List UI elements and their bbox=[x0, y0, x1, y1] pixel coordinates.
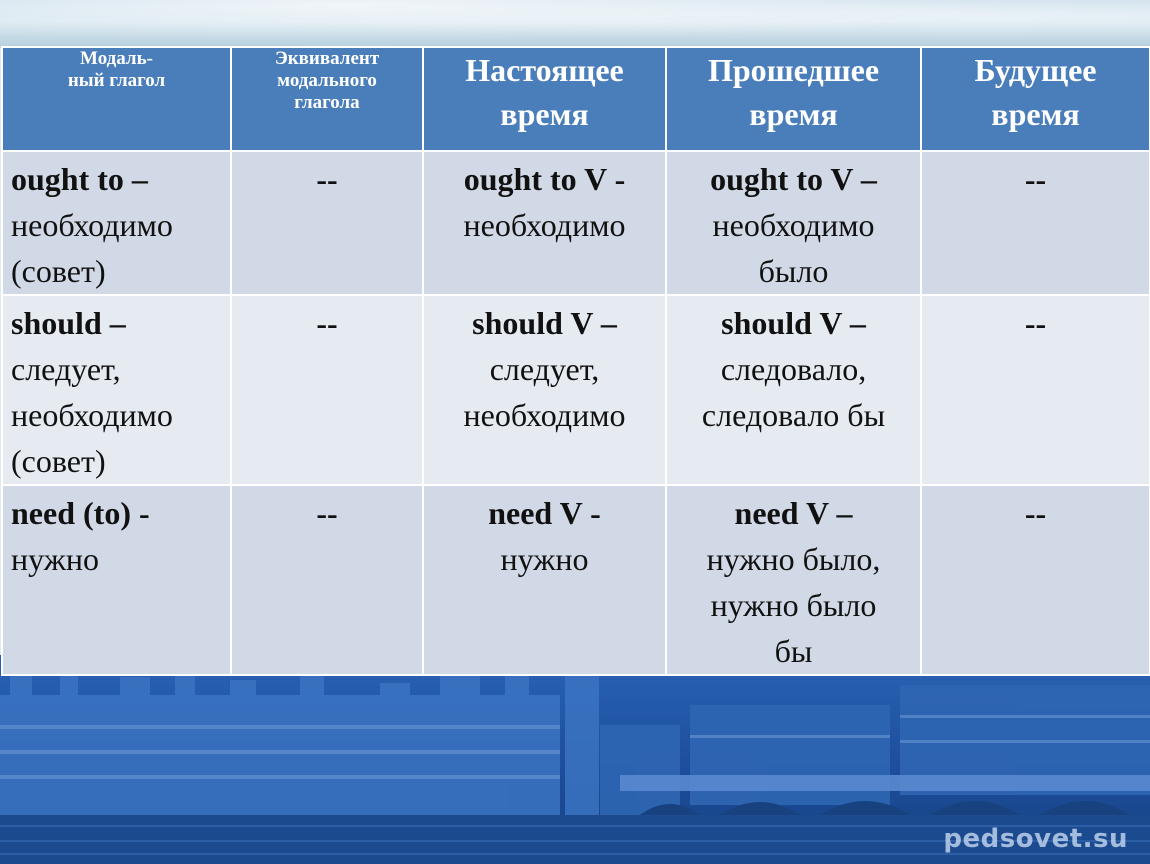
header-text: Настоящее bbox=[465, 52, 624, 88]
equivalent-cell: -- bbox=[231, 485, 423, 675]
header-text: Эквивалент bbox=[274, 48, 380, 69]
translation-line: необходимо bbox=[11, 207, 173, 243]
translation-line: нужно bbox=[500, 541, 589, 577]
translation-line: было bbox=[758, 253, 829, 289]
equivalent-cell: -- bbox=[231, 151, 423, 295]
modal-verb-cell bbox=[2, 295, 231, 485]
future-cell: -- bbox=[921, 295, 1150, 485]
modal-verbs-table bbox=[1, 46, 1150, 676]
future-cell: -- bbox=[921, 151, 1150, 295]
past-form: ought to V – bbox=[710, 161, 877, 197]
present-form: ought to V - bbox=[463, 161, 626, 197]
table-row bbox=[2, 295, 1150, 485]
header-text: глагола bbox=[294, 92, 360, 113]
translation-line: необходимо bbox=[712, 207, 875, 243]
translation-line: нужно было bbox=[710, 587, 877, 623]
translation-line: (совет) bbox=[11, 253, 106, 289]
translation-line: следует, bbox=[11, 351, 121, 387]
translation-line: нужно было, bbox=[706, 541, 881, 577]
modal-verb: ought to bbox=[11, 161, 124, 197]
site-watermark: pedsovet.su bbox=[943, 824, 1128, 854]
modal-verb: should bbox=[11, 305, 102, 341]
past-cell bbox=[666, 485, 921, 675]
header-past bbox=[666, 47, 921, 151]
table-row bbox=[2, 485, 1150, 675]
header-text: модального bbox=[277, 70, 377, 91]
translation-line: необходимо bbox=[11, 397, 173, 433]
header-text: Модаль- bbox=[80, 48, 153, 69]
present-cell bbox=[423, 151, 666, 295]
header-present bbox=[423, 47, 666, 151]
translation-line: нужно bbox=[11, 541, 99, 577]
translation-line: следовало, bbox=[720, 351, 867, 387]
header-text: Будущее bbox=[974, 52, 1097, 88]
modal-verb-cell bbox=[2, 151, 231, 295]
modal-dash: – bbox=[101, 305, 126, 341]
translation-line: следует, bbox=[489, 351, 600, 387]
header-text: время bbox=[991, 96, 1080, 132]
sky-background bbox=[0, 0, 1150, 48]
present-cell bbox=[423, 485, 666, 675]
modal-verb-cell bbox=[2, 485, 231, 675]
past-form: need V – bbox=[734, 495, 853, 531]
present-cell bbox=[423, 295, 666, 485]
past-cell bbox=[666, 151, 921, 295]
translation-line: бы bbox=[774, 633, 813, 669]
past-form: should V – bbox=[721, 305, 866, 341]
header-equivalent bbox=[231, 47, 423, 151]
header-text: Прошедшее bbox=[707, 52, 880, 88]
future-cell: -- bbox=[921, 485, 1150, 675]
header-future bbox=[921, 47, 1150, 151]
translation-line: необходимо bbox=[463, 207, 626, 243]
present-form: should V – bbox=[472, 305, 617, 341]
header-text: ный глагол bbox=[67, 70, 166, 91]
table-header-row bbox=[2, 47, 1150, 151]
past-cell bbox=[666, 295, 921, 485]
modal-verb: need (to) - bbox=[11, 495, 150, 531]
header-text: время bbox=[500, 96, 589, 132]
present-form: need V - bbox=[488, 495, 601, 531]
translation-line: следовало бы bbox=[701, 397, 886, 433]
equivalent-cell: -- bbox=[231, 295, 423, 485]
modal-dash: – bbox=[123, 161, 148, 197]
translation-line: (совет) bbox=[11, 443, 106, 479]
header-modal-verb bbox=[2, 47, 231, 151]
translation-line: необходимо bbox=[463, 397, 626, 433]
table-row bbox=[2, 151, 1150, 295]
header-text: время bbox=[749, 96, 838, 132]
london-skyline-background bbox=[0, 655, 1150, 864]
